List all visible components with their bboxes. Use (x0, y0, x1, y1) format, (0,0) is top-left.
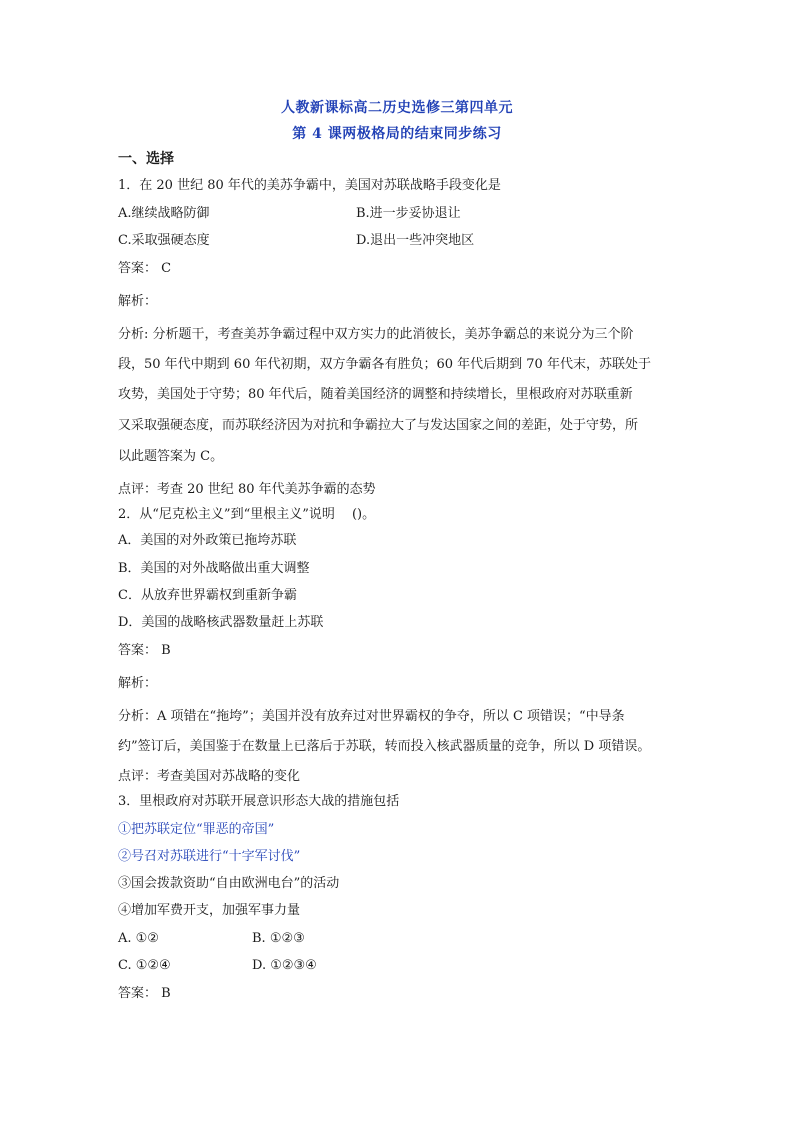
q3-option-c: C. ①②④ (118, 958, 171, 973)
q1-analysis-line: 攻势，美国处于守势；80 年代后，随着美国经济的调整和持续增长，里根政府对苏联重新 (118, 387, 633, 402)
q3-stem: 3．里根政府对苏联开展意识形态大战的措施包括 (118, 794, 400, 809)
q1-analysis-label: 解析： (118, 294, 158, 309)
q1-analysis-line: 分析: 分析题干，考查美苏争霸过程中双方实力的此消彼长，美苏争霸总的来说分为三个阶 (118, 327, 634, 342)
q2-answer: 答案： B (118, 643, 171, 658)
q2-analysis-label: 解析： (118, 676, 158, 691)
q1-option-a: A.继续战略防御 (118, 206, 210, 221)
q2-option-c: C．从放弃世界霸权到重新争霸 (118, 588, 297, 603)
q2-analysis-line: 分析：A 项错在“拖垮”；美国并没有放弃过对世界霸权的争夺，所以 C 项错误；“中导条 (118, 709, 625, 724)
q1-stem: 1．在 20 世纪 80 年代的美苏争霸中，美国对苏联战略手段变化是 (118, 178, 501, 193)
q2-stem: 2．从“尼克松主义”到“里根主义”说明 ()。 (118, 507, 376, 522)
q1-option-b: B.进一步妥协退让 (356, 206, 461, 221)
q3-item: ①把苏联定位“罪恶的帝国” (118, 822, 275, 837)
q1-option-c: C.采取强硬态度 (118, 233, 210, 248)
q3-item: ②号召对苏联进行“十字军讨伐” (118, 849, 301, 864)
q3-option-a: A. ①② (118, 931, 159, 946)
q1-analysis-line: 以此题答案为 C。 (118, 449, 224, 464)
q2-comment: 点评：考查美国对苏战略的变化 (118, 769, 301, 784)
section-heading: 一、选择 (118, 151, 174, 167)
q2-option-b: B．美国的对外战略做出重大调整 (118, 561, 310, 576)
document-title: 人教新课标高二历史选修三第四单元 (281, 100, 513, 116)
document-subtitle: 第 4 课两极格局的结束同步练习 (292, 126, 502, 142)
q1-analysis-line: 又采取强硬态度，而苏联经济因为对抗和争霸拉大了与发达国家之间的差距，处于守势，所 (118, 418, 639, 433)
q3-option-b: B. ①②③ (252, 931, 305, 946)
q2-option-d: D．美国的战略核武器数量赶上苏联 (118, 615, 324, 630)
q2-option-a: A．美国的对外政策已拖垮苏联 (118, 533, 297, 548)
q1-option-d: D.退出一些冲突地区 (356, 233, 475, 248)
q2-analysis-line: 约”签订后，美国鉴于在数量上已落后于苏联，转而投入核武器质量的竞争，所以 D 项错误。 (118, 739, 651, 754)
q3-item: ④增加军费开支，加强军事力量 (118, 903, 301, 918)
q3-answer: 答案： B (118, 986, 171, 1001)
q1-comment: 点评：考查 20 世纪 80 年代美苏争霸的态势 (118, 482, 376, 497)
q1-analysis-line: 段，50 年代中期到 60 年代初期，双方争霸各有胜负；60 年代后期到 70 年代末，苏联处于 (118, 357, 651, 372)
q3-item: ③国会拨款资助“自由欧洲电台”的活动 (118, 876, 340, 891)
q3-option-d: D. ①②③④ (252, 958, 317, 973)
q1-answer: 答案： C (118, 261, 172, 276)
